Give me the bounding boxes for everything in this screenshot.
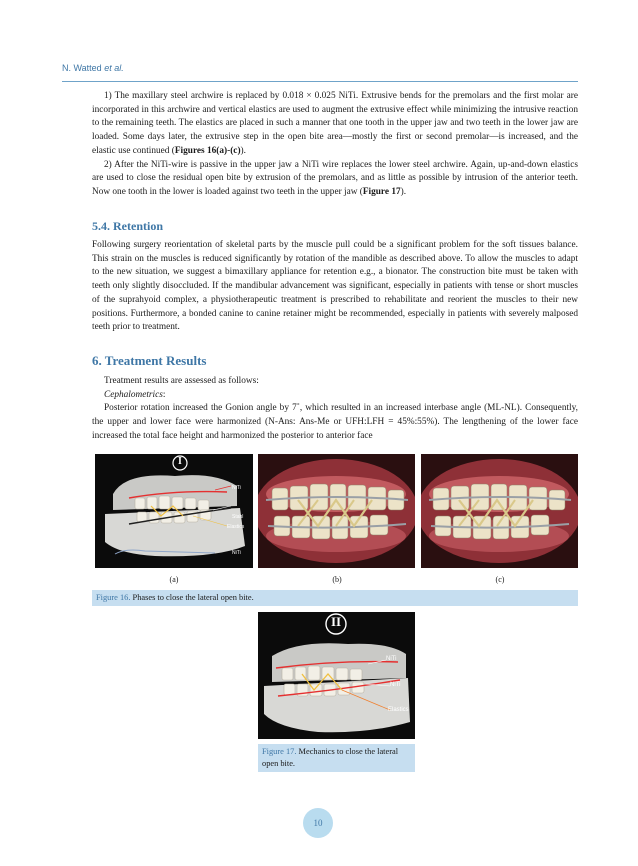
figure-16-sublabel-b: (b) [332, 575, 342, 584]
figure-17-caption-label: Figure 17. [262, 747, 297, 756]
cephalometrics-subhead: Cephalometrics: [104, 389, 166, 400]
figure-16-caption-label: Figure 16. [96, 593, 131, 602]
figure-16-sublabel-a: (a) [169, 575, 179, 584]
figure-16-sublabel-c: (c) [495, 575, 505, 584]
results-paragraph: Posterior rotation increased the Gonion angle by 7˚, which resulted in an increased interbase angle (ML-NL). Consequently, the upper and lower face were harmonized (N-Ans: Ans-Me or UFH:LFH = 45%:55%). The lengthening of the lower face increased the total face height and harmonized the posterior to anterior face [92, 403, 578, 441]
running-head [62, 63, 124, 73]
page-number: 10 [303, 808, 333, 838]
figure-17-caption [258, 744, 415, 772]
figure-16b-image [258, 454, 415, 568]
results-heading: 6. Treatment Results [92, 353, 207, 368]
figure-16-caption [92, 590, 578, 606]
figure-17-caption-text: Mechanics to close the lateral open bite. [262, 747, 399, 768]
figure-17-label-niti-bottom: NiTi [390, 682, 401, 688]
running-head-author: N. Watted [62, 63, 102, 73]
figure-17-label-niti-top: NiTi [386, 656, 397, 662]
figure-17-ref[interactable]: Figure 17 [362, 186, 401, 197]
figure-17-label-elastics: Elastics [388, 707, 409, 713]
figure-16a-label-niti-bottom: NiTi [232, 550, 241, 556]
retention-paragraph: Following surgery reorientation of skeletal parts by the muscle pull could be a significant problem for the soft tissues balance. This strain on the muscles is reduced significantly by rotation of the mandible as described above. To allow the muscles to adapt to the new situation, we suggest a bimaxillary appliance for retention e.g., a bionator. The construction bite must be taken with teeth only slightly disoccluded. If the mandibular advancement was significant, especially in patients with tense or short muscles of the suprahyoid complex, a physiotherapeutic treatment is prescribed to rehabilitate and reorient the muscles to their new positions. Furthermore, a bonded canine to canine retainer might be recommended, especially in patients with severely malposed teeth prior to treatment. [92, 240, 578, 333]
figure-16c-image [421, 454, 578, 568]
figure-17-numeral: II [330, 614, 342, 629]
figure-17-image [258, 612, 415, 739]
step-2-paragraph: 2) After the NiTi-wire is passive in the upper jaw a NiTi wire replaces the lower steel archwire. Again, up-and-down elastics are used to close the residual open bite by extrusion of the premolars, and as little as possible by intrusion of the anterior teeth. Now one tooth in the lower is loaded against two teeth in the upper jaw (Figure 17). [92, 159, 578, 197]
figure-16-ref[interactable]: Figures 16(a)-(c) [174, 145, 241, 156]
figure-16a-image [95, 454, 253, 568]
figure-16a-label-stahl: Stahl [232, 514, 244, 520]
mechanics-steps [92, 90, 578, 200]
running-head-etal: et al. [101, 63, 124, 73]
figure-16a-label-elastics: Elastics [227, 524, 245, 530]
figure-16-caption-text: Phases to close the lateral open bite. [130, 593, 254, 602]
header-rule [62, 81, 578, 82]
figure-16a-label-niti-top: NiTi [232, 485, 241, 491]
figure-16a-numeral: I [178, 456, 182, 467]
results-intro: Treatment results are assessed as follows: [104, 376, 259, 386]
retention-heading: 5.4. Retention [92, 219, 163, 233]
results-body [92, 375, 578, 444]
step-1-paragraph: 1) The maxillary steel archwire is replaced by 0.018 × 0.025 NiTi. Extrusive bends for the premolars and the first molar are incorporated in this archwire and vertical elastics are used to augment the extrusive effect while minimizing the intrusive reaction to the remaining teeth. The elastics are placed in such a manner that one tooth in the upper jaw and two teeth in the lower jaw are loaded. Some days later, the extrusive step in the open bite area—mostly the first or second premolar—is increased, and the elastic use continued (Figures 16(a)-(c)). [92, 91, 578, 156]
